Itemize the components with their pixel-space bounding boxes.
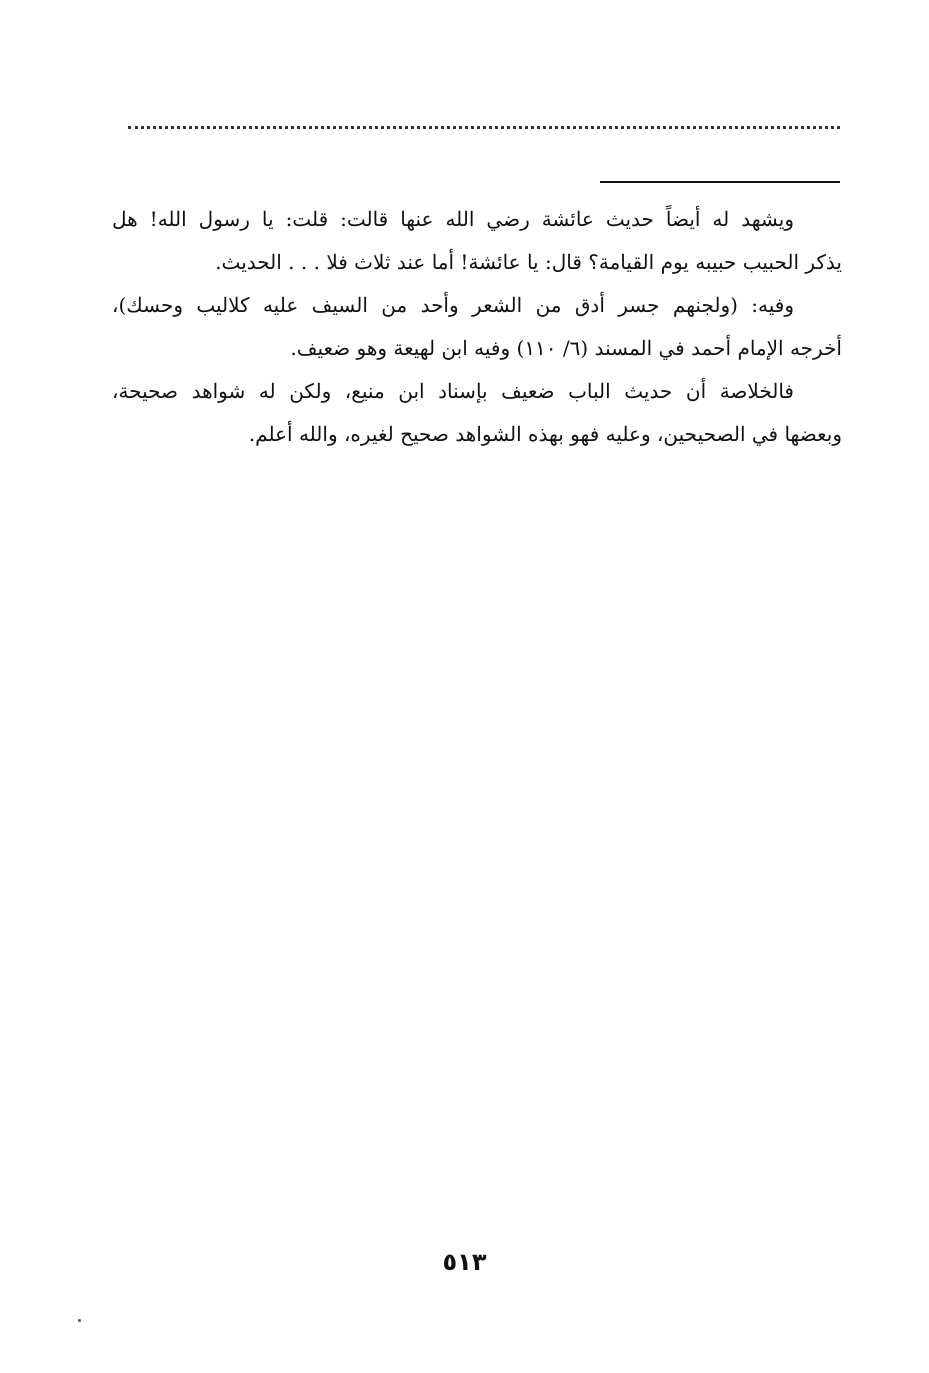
text-line: وفيه: (ولجنهم جسر أدق من الشعر وأحد من السيف عليه كلاليب وحسك)،: [112, 293, 794, 317]
paragraph-conclusion: [112, 370, 842, 456]
footnote-separator-line: [600, 181, 840, 183]
paragraph-bridge-hadith: [112, 284, 842, 370]
text-line: فالخلاصة أن حديث الباب ضعيف بإسناد ابن منيع، ولكن له شواهد صحيحة،: [112, 379, 794, 403]
text-line: وبعضها في الصحيحين، وعليه فهو بهذه الشواهد صحيح لغيره، والله أعلم.: [248, 422, 842, 446]
text-line: أخرجه الإمام أحمد في المسند (٦/ ١١٠) وفيه ابن لهيعة وهو ضعيف.: [290, 336, 842, 360]
paragraph-aisha-hadith: [112, 198, 842, 284]
text-line: يذكر الحبيب حبيبه يوم القيامة؟ قال: يا عائشة! أما عند ثلاث فلا . . . الحديث.: [215, 250, 842, 274]
body-text: [112, 198, 842, 456]
dotted-separator: [128, 126, 840, 129]
text-line: ويشهد له أيضاً حديث عائشة رضي الله عنها قالت: قلت: يا رسول الله! هل: [112, 207, 794, 231]
scan-speck: [78, 1319, 81, 1322]
page-number: ٥١٣: [442, 1248, 487, 1276]
